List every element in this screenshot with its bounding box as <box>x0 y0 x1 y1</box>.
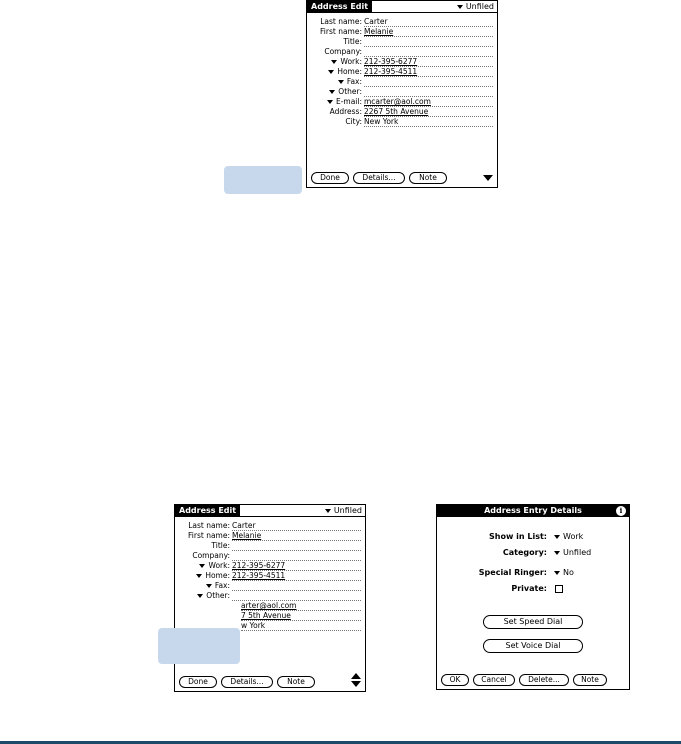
category-dropdown[interactable] <box>457 1 494 12</box>
field-value[interactable]: 7 5th Avenue <box>241 611 361 621</box>
field-fax[interactable] <box>307 77 493 87</box>
private-row <box>437 583 629 595</box>
category-value: Unfiled <box>465 2 494 11</box>
private-label: Private: <box>511 584 547 593</box>
field-label-dropdown[interactable] <box>307 57 362 67</box>
field-label-text: Fax: <box>346 77 362 86</box>
callout-tooltip-top <box>224 166 302 194</box>
field-label-dropdown[interactable] <box>307 67 362 77</box>
field-value[interactable]: Melanie <box>232 531 361 541</box>
show-in-list-row <box>437 531 629 543</box>
field-other[interactable] <box>307 87 493 97</box>
dropdown-triangle-icon <box>199 564 205 568</box>
special-ringer-row <box>437 567 629 579</box>
field-label: Company: <box>324 47 362 56</box>
dropdown-triangle-icon <box>196 574 202 578</box>
address-edit-screen-top <box>306 0 498 188</box>
field-value[interactable]: Melanie <box>364 27 493 37</box>
show-in-list-label: Show in List: <box>489 532 547 541</box>
field-last-name[interactable] <box>175 521 361 531</box>
field-label-dropdown[interactable] <box>175 581 230 591</box>
ok-button[interactable]: OK <box>441 674 469 686</box>
field-city[interactable] <box>307 117 493 127</box>
category-row <box>437 547 629 559</box>
field-label: First name: <box>320 27 362 36</box>
field-label-text: Fax: <box>214 581 230 590</box>
field-title[interactable] <box>175 541 361 551</box>
done-button[interactable]: Done <box>311 172 349 184</box>
details-button[interactable]: Details... <box>221 676 273 688</box>
private-checkbox-wrap <box>555 583 563 595</box>
field-label-dropdown[interactable] <box>307 77 362 87</box>
field-label-dropdown[interactable] <box>175 591 230 601</box>
field-value[interactable]: 212-395-4511 <box>364 67 493 77</box>
field-work[interactable] <box>307 57 493 67</box>
field-home[interactable] <box>175 571 361 581</box>
dropdown-triangle-icon <box>329 90 335 94</box>
field-value[interactable]: 212-395-6277 <box>364 57 493 67</box>
note-button[interactable]: Note <box>573 674 607 686</box>
field-value[interactable]: arter@aol.com <box>241 601 361 611</box>
field-value[interactable]: Carter <box>232 521 361 531</box>
field-label-dropdown[interactable] <box>307 87 362 97</box>
dropdown-triangle-icon <box>554 535 560 539</box>
special-ringer-label: Special Ringer: <box>478 568 547 577</box>
done-button[interactable]: Done <box>179 676 217 688</box>
dropdown-triangle-icon <box>197 594 203 598</box>
field-work[interactable] <box>175 561 361 571</box>
field-value[interactable]: 212-395-6277 <box>232 561 361 571</box>
field-address-partial[interactable] <box>175 611 361 621</box>
field-value[interactable]: 212-395-4511 <box>232 571 361 581</box>
field-value[interactable] <box>364 37 493 47</box>
field-other[interactable] <box>175 591 361 601</box>
category-dropdown[interactable] <box>325 505 362 516</box>
info-icon[interactable]: i <box>616 506 626 516</box>
field-company[interactable] <box>175 551 361 561</box>
field-title[interactable] <box>307 37 493 47</box>
scroll-up-arrow-icon[interactable] <box>351 673 361 679</box>
field-value[interactable] <box>232 591 361 601</box>
note-button[interactable]: Note <box>409 172 447 184</box>
field-label-dropdown[interactable] <box>175 561 230 571</box>
field-label: First name: <box>188 531 230 540</box>
note-button[interactable]: Note <box>277 676 315 688</box>
button-row <box>311 172 491 184</box>
button-row <box>179 676 359 688</box>
dropdown-triangle-icon <box>457 5 463 9</box>
field-value[interactable]: w York <box>241 621 361 631</box>
special-ringer-value: No <box>563 568 574 577</box>
show-in-list-dropdown[interactable] <box>554 531 583 543</box>
field-label-text: Work: <box>208 561 230 570</box>
field-home[interactable] <box>307 67 493 77</box>
field-value[interactable]: Carter <box>364 17 493 27</box>
field-label-text: Home: <box>337 67 362 76</box>
details-title-bar <box>437 505 629 517</box>
field-address[interactable] <box>307 107 493 117</box>
dropdown-triangle-icon <box>328 70 334 74</box>
dropdown-triangle-icon <box>331 60 337 64</box>
category-label: Category: <box>502 548 547 557</box>
category-value: Unfiled <box>333 506 362 515</box>
field-label-text: Home: <box>205 571 230 580</box>
scroll-down-arrow-icon[interactable] <box>483 175 493 181</box>
field-value[interactable] <box>232 551 361 561</box>
field-label-dropdown[interactable] <box>307 97 362 107</box>
screen-title: Address Edit <box>175 505 240 516</box>
dropdown-triangle-icon <box>206 584 212 588</box>
delete-button[interactable]: Delete... <box>519 674 569 686</box>
screen-title: Address Entry Details <box>484 506 582 515</box>
address-entry-details-screen <box>436 504 630 690</box>
set-speed-dial-button[interactable]: Set Speed Dial <box>483 615 583 629</box>
field-value[interactable] <box>232 541 361 551</box>
field-value[interactable]: mcarter@aol.com <box>364 97 493 107</box>
special-ringer-dropdown[interactable] <box>554 567 574 579</box>
callout-tooltip-bottom <box>158 628 240 664</box>
dropdown-triangle-icon <box>338 80 344 84</box>
field-value[interactable] <box>364 87 493 97</box>
field-first-name[interactable] <box>175 531 361 541</box>
category-value: Unfiled <box>563 548 592 557</box>
field-label: Title: <box>211 541 230 550</box>
field-label: Last name: <box>320 17 362 26</box>
field-first-name[interactable] <box>307 27 493 37</box>
cancel-button[interactable]: Cancel <box>473 674 515 686</box>
set-voice-dial-button[interactable]: Set Voice Dial <box>483 639 583 653</box>
field-label: Company: <box>192 551 230 560</box>
screen-title: Address Edit <box>307 1 372 12</box>
dropdown-triangle-icon <box>327 100 333 104</box>
field-value[interactable]: 2267 5th Avenue <box>364 107 493 117</box>
field-label: City: <box>345 117 362 126</box>
details-button[interactable]: Details... <box>353 172 405 184</box>
field-label: Title: <box>343 37 362 46</box>
field-value[interactable]: New York <box>364 117 493 127</box>
dropdown-triangle-icon <box>325 509 331 513</box>
field-last-name[interactable] <box>307 17 493 27</box>
field-label-text: Other: <box>338 87 362 96</box>
field-email[interactable] <box>307 97 493 107</box>
dropdown-triangle-icon <box>554 551 560 555</box>
field-label: Address: <box>329 107 362 116</box>
field-label-text: E-mail: <box>335 97 362 106</box>
dropdown-triangle-icon <box>554 571 560 575</box>
field-value[interactable] <box>232 581 361 591</box>
field-label-text: Other: <box>206 591 230 600</box>
field-label-dropdown[interactable] <box>175 571 230 581</box>
field-company[interactable] <box>307 47 493 57</box>
title-bar <box>175 505 365 517</box>
details-button-row <box>441 674 627 686</box>
field-label: Last name: <box>188 521 230 530</box>
category-dropdown[interactable] <box>554 547 591 559</box>
title-bar <box>307 1 497 13</box>
field-label-text: Work: <box>340 57 362 66</box>
field-fax[interactable] <box>175 581 361 591</box>
scroll-down-arrow-icon[interactable] <box>351 681 361 687</box>
private-checkbox[interactable] <box>555 585 563 593</box>
field-value[interactable] <box>364 47 493 57</box>
field-value[interactable] <box>364 77 493 87</box>
show-in-list-value: Work <box>563 532 584 541</box>
field-email-partial[interactable] <box>175 601 361 611</box>
